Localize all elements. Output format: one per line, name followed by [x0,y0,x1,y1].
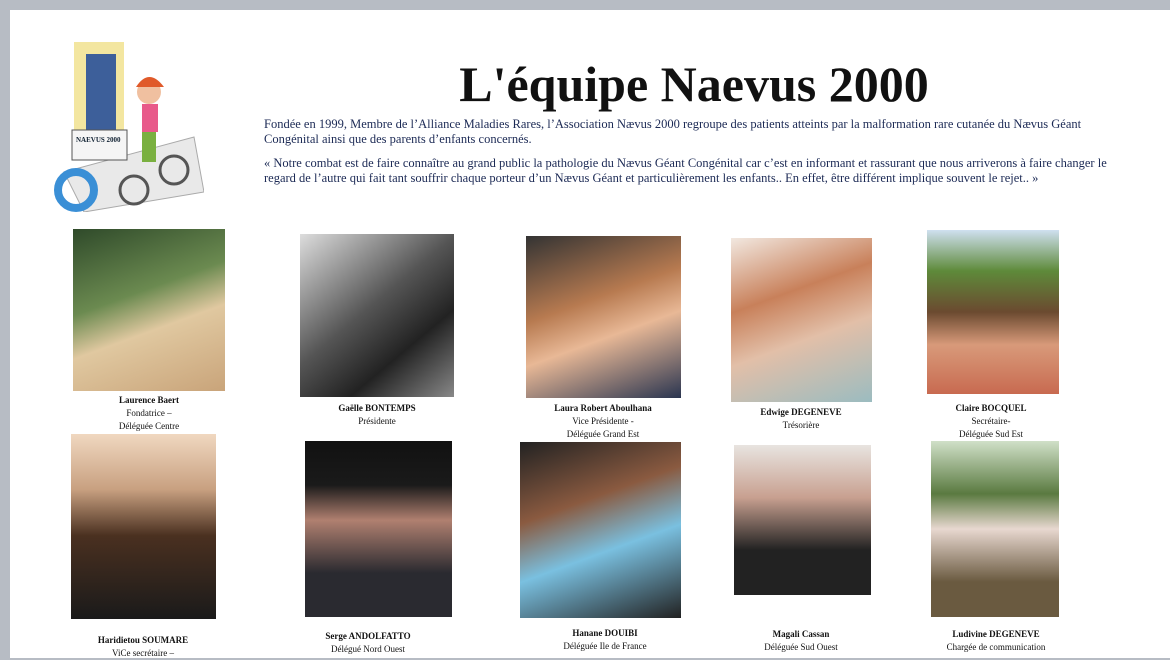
member-role: Déléguée Sud Ouest [764,642,838,652]
member-photo [927,230,1059,394]
naevus-logo-illustration [54,42,204,212]
member-caption [906,628,1086,654]
member-role: Secrétaire- [971,416,1011,426]
member-caption [59,394,239,433]
member-photo [734,445,871,595]
member-caption [53,634,233,660]
intro-paragraph: Fondée en 1999, Membre de l’Alliance Maladies Rares, l’Association Nævus 2000 regroupe des patients atteints par la malformation rare cutanée du Nævus Géant Congénital ainsi que des parents d’enfants concernés. [264,117,1082,146]
member-role: Délégué Nord Ouest [331,644,405,654]
member-photo [731,238,872,402]
member-photo [520,442,681,618]
member-name: Laura Robert Aboulhana [554,403,652,413]
logo-text: NAEVUS 2000 [76,136,121,144]
member-name: Hanane DOUIBI [572,628,638,638]
page-title: L'équipe Naevus 2000 [459,56,929,112]
member-name: Laurence Baert [118,395,180,405]
member-role: ViCe secrétaire – [112,648,174,658]
member-caption [287,402,467,428]
member-role: Chargée de communication [946,642,1046,652]
member-photo [71,434,216,619]
member-role: Déléguée Grand Est [566,429,640,439]
member-name: Haridietou SOUMARE [97,635,189,645]
member-role: Fondatrice – [126,408,172,418]
member-photo [305,441,452,617]
member-role: Déléguée Centre [118,421,180,431]
member-role: Trésorière [782,420,820,430]
member-caption [515,627,695,653]
member-name: Edwige DEGENEVE [760,407,842,417]
member-photo [73,229,225,391]
member-photo [300,234,454,397]
quote-paragraph: « Notre combat est de faire connaître au grand public la pathologie du Nævus Géant Congénital car c’est en informant et rassurant que nous arriverons à faire changer le regard de l’autre qui fait tant souffrir chaque porteur d’un Nævus Géant et particulièrement les enfants.. En effet, être différent implique souvent le rejet.. » [264,156,1107,185]
member-name: Gaëlle BONTEMPS [338,403,416,413]
member-caption [513,402,693,441]
member-role: Déléguée Sud Est [959,429,1023,439]
member-caption [711,406,891,432]
member-role: Déléguée Ile de France [563,641,647,651]
member-photo [526,236,681,398]
member-name: Serge ANDOLFATTO [325,631,411,641]
member-photo [931,441,1059,617]
member-name: Magali Cassan [772,629,830,639]
member-caption [278,630,458,656]
member-caption [711,628,891,654]
member-caption [901,402,1081,441]
member-role: Présidente [358,416,396,426]
member-role: Vice Présidente - [572,416,634,426]
member-name: Claire BOCQUEL [955,403,1027,413]
member-name: Ludivine DEGENEVE [952,629,1040,639]
